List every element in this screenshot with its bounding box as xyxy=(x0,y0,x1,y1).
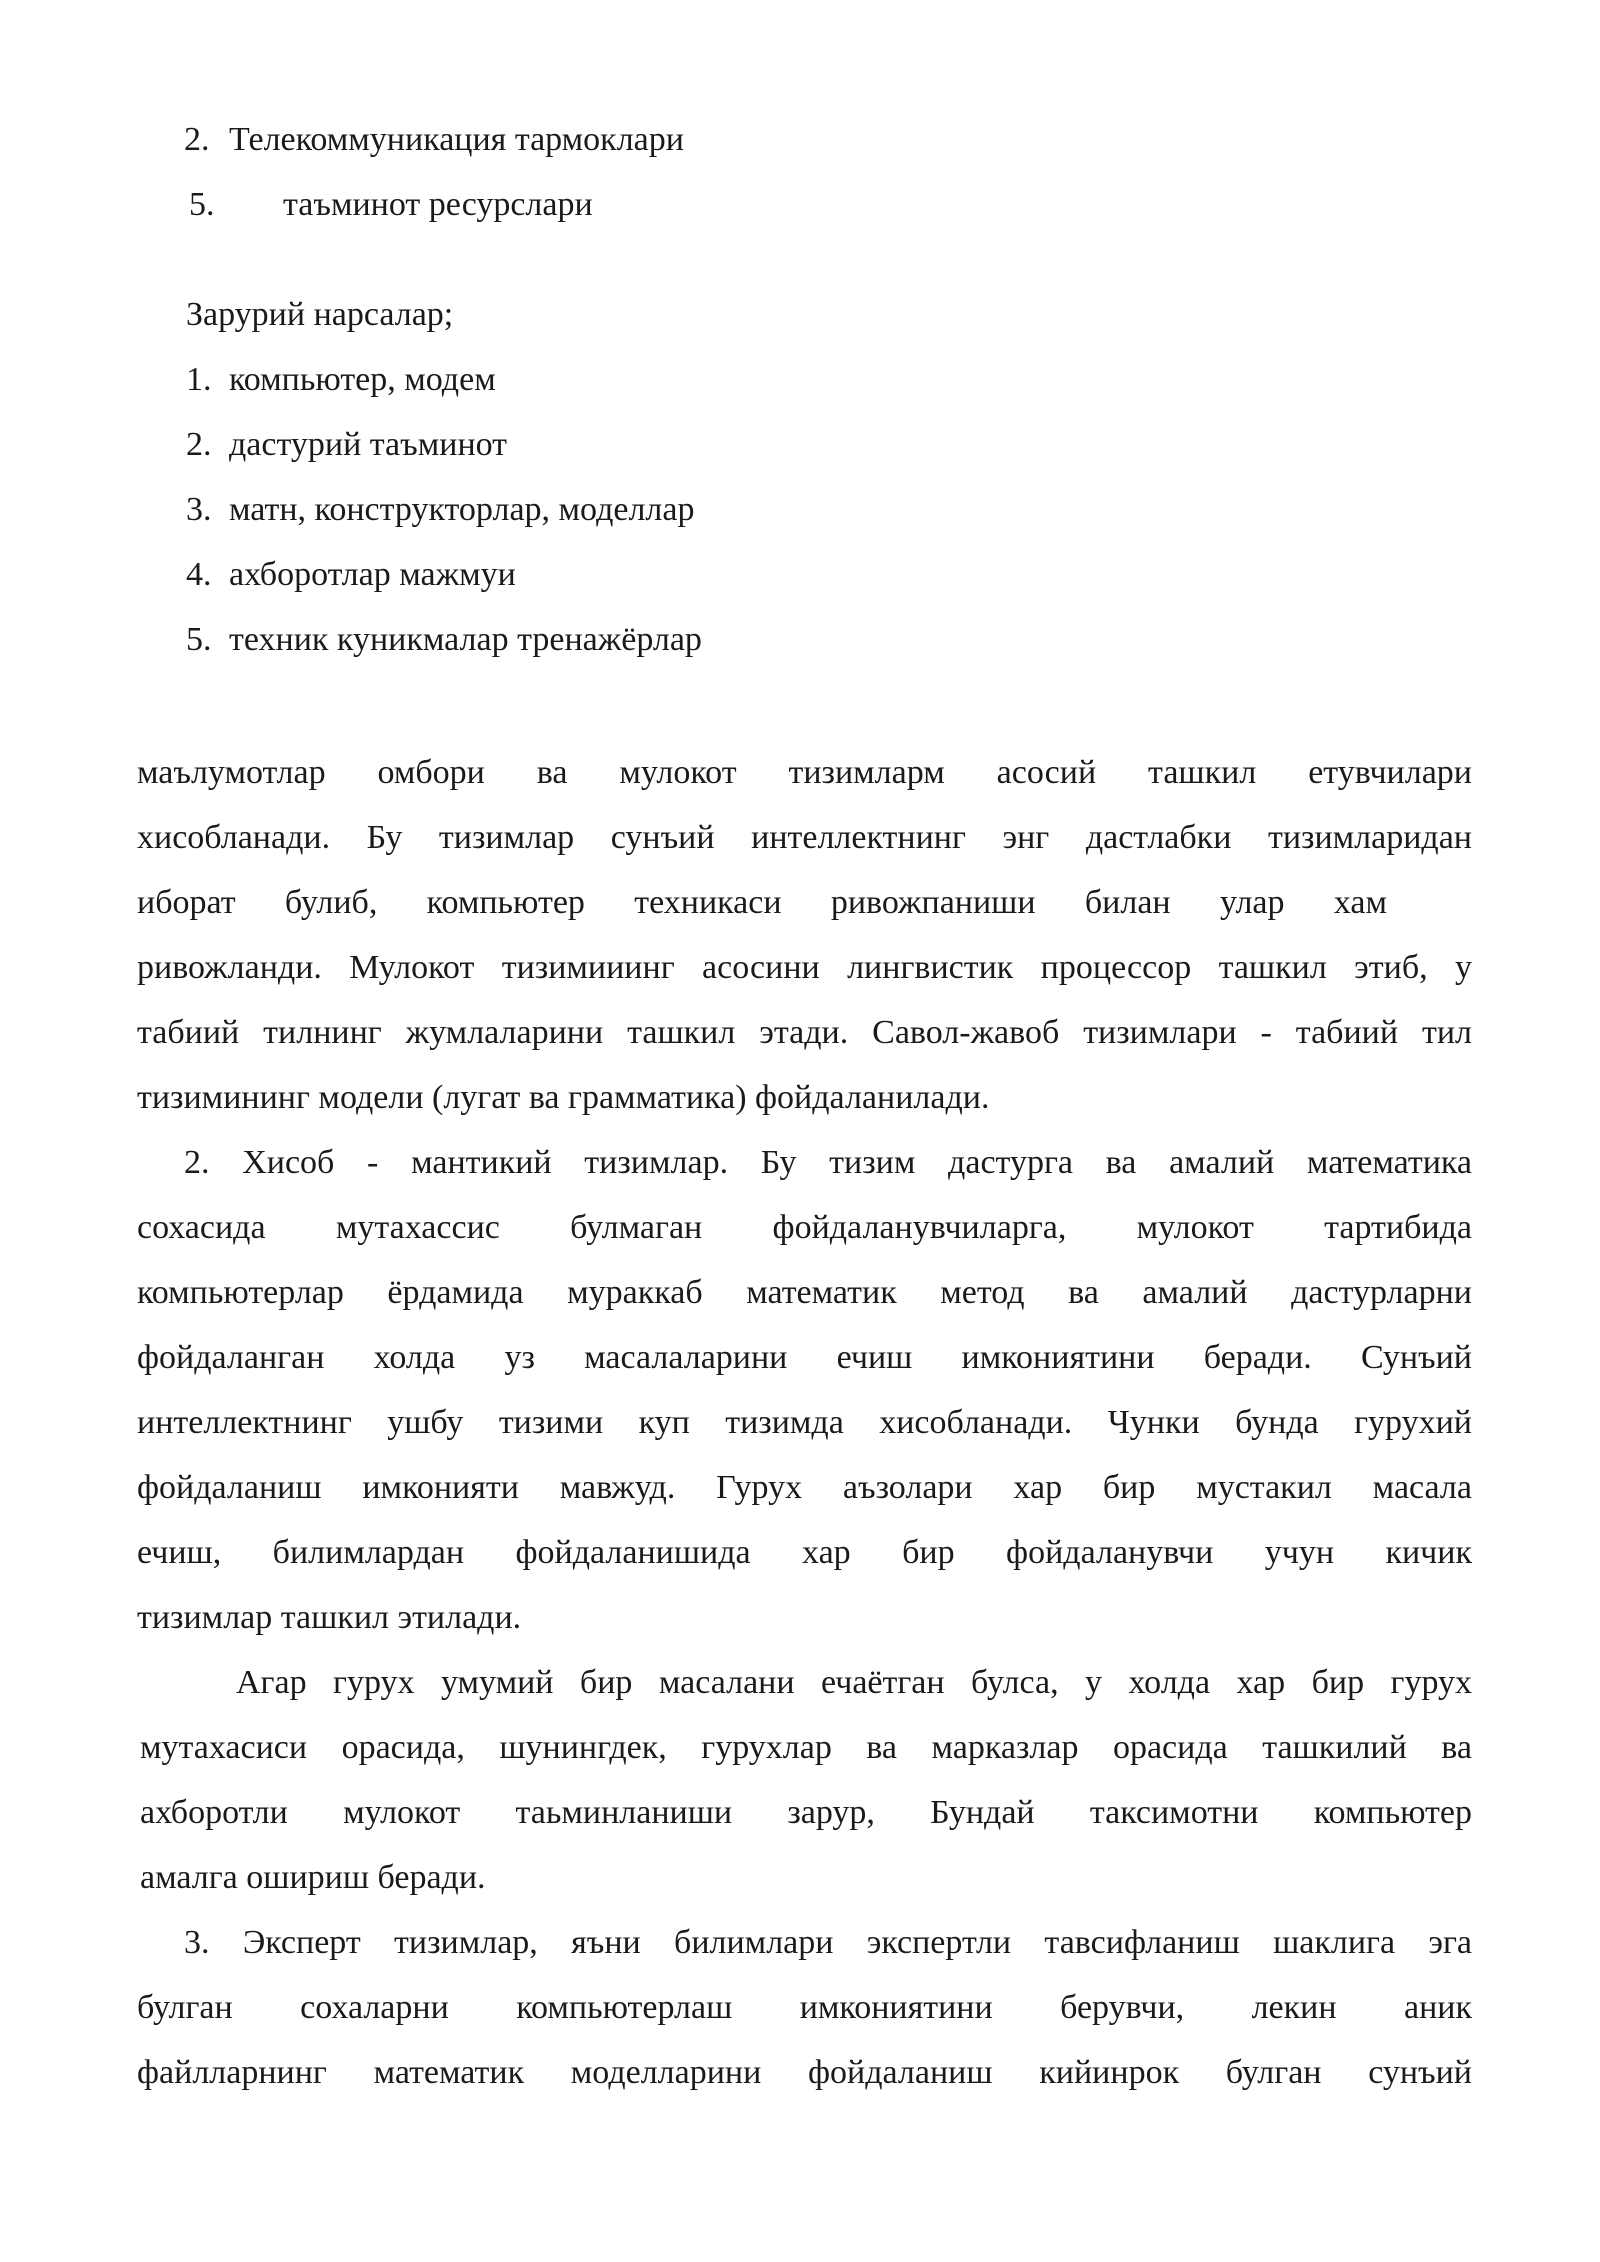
needs-list-num-1: 1. xyxy=(186,361,212,398)
para3-line-4: амалга ошириш беради. xyxy=(140,1859,486,1896)
para2-line-8: тизимлар ташкил этилади. xyxy=(137,1599,522,1636)
para1-line-4: ривожланди. Мулокот тизимииинг асосини лингвистик процессор ташкил этиб, у xyxy=(137,949,1472,986)
needs-list-item-2: дастурий таъминот xyxy=(229,426,508,463)
para2-line-6: фойдаланиш имконияти мавжуд. Гурух аъзолари хар бир мустакил масала xyxy=(137,1469,1472,1506)
para1-line-5: табиий тилнинг жумлаларини ташкил этади. Савол-жавоб тизимлари - табиий тил xyxy=(137,1014,1472,1051)
para2-line-7: ечиш, билимлардан фойдаланишида хар бир фойдаланувчи учун кичик xyxy=(137,1534,1472,1571)
para3-line-2: мутахасиси орасида, шунингдек, гурухлар ва марказлар орасида ташкилий ва xyxy=(140,1729,1472,1766)
needs-list-num-3: 3. xyxy=(186,491,212,528)
para1-line-3: иборат булиб, компьютер техникаси ривожпаниши билан улар хам xyxy=(137,884,1387,921)
para4-line-2: булган сохаларни компьютерлаш имкониятини берувчи, лекин аник xyxy=(137,1989,1472,2026)
top-list-item-2: таъминот ресурслари xyxy=(283,186,593,223)
para2-line-5: интеллектнинг ушбу тизими куп тизимда хисобланади. Чунки бунда гурухий xyxy=(137,1404,1472,1441)
para3-line-1: Агар гурух умумий бир масалани ечаётган булса, у холда хар бир гурух xyxy=(236,1664,1472,1701)
top-list-num-1: 2. xyxy=(184,121,210,158)
needs-list-num-4: 4. xyxy=(186,556,212,593)
needs-list-item-5: техник куникмалар тренажёрлар xyxy=(229,621,702,658)
needs-heading: Зарурий нарсалар; xyxy=(186,296,454,333)
needs-list-item-1: компьютер, модем xyxy=(229,361,496,398)
para1-line-2: хисобланади. Бу тизимлар сунъий интеллектнинг энг дастлабки тизимларидан xyxy=(137,819,1472,856)
para2-line-4: фойдаланган холда уз масалаларини ечиш имкониятини беради. Сунъий xyxy=(137,1339,1472,1376)
needs-list-item-4: ахборотлар мажмуи xyxy=(229,556,516,593)
para3-line-3: ахборотли мулокот таьминланиши зарур, Бундай таксимотни компьютер xyxy=(140,1794,1472,1831)
needs-list-num-5: 5. xyxy=(186,621,212,658)
top-list-item-1: Телекоммуникация тармоклари xyxy=(229,121,684,158)
para2-line-2: сохасида мутахассис булмаган фойдаланувчиларга, мулокот тартибида xyxy=(137,1209,1472,1246)
top-list-num-2: 5. xyxy=(189,186,215,223)
para4-line-3: файлларнинг математик моделларини фойдаланиш кийинрок булган сунъий xyxy=(137,2054,1472,2091)
para1-line-6: тизимининг модели (лугат ва грамматика) фойдаланилади. xyxy=(137,1079,990,1116)
para4-line-1: 3. Эксперт тизимлар, яъни билимлари экспертли тавсифланиш шаклига эга xyxy=(184,1924,1472,1961)
needs-list-item-3: матн, конструкторлар, моделлар xyxy=(229,491,695,528)
para1-line-1: маълумотлар омбори ва мулокот тизимларм асосий ташкил етувчилари xyxy=(137,754,1472,791)
para2-line-1: 2. Хисоб - мантикий тизимлар. Бу тизим дастурга ва амалий математика xyxy=(184,1144,1472,1181)
para2-line-3: компьютерлар ёрдамида мураккаб математик метод ва амалий дастурларни xyxy=(137,1274,1472,1311)
needs-list-num-2: 2. xyxy=(186,426,212,463)
